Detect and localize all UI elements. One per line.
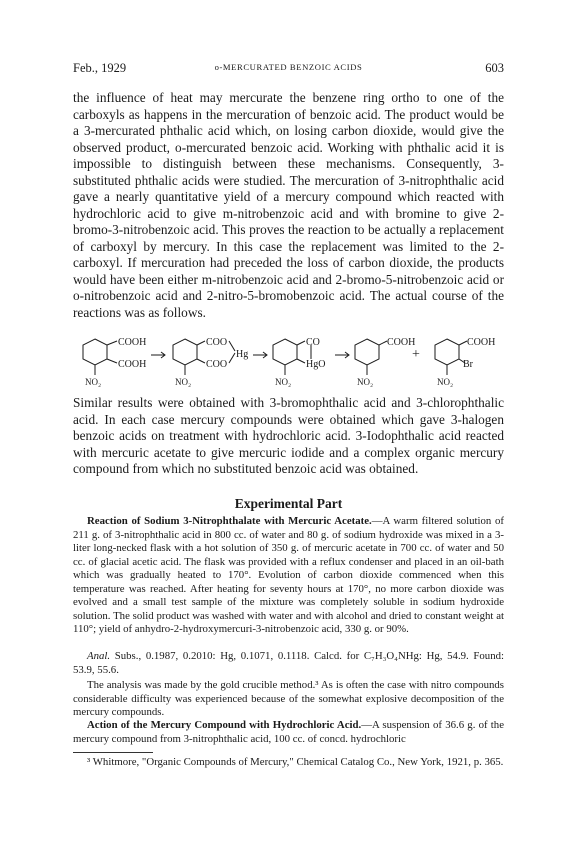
running-header	[73, 61, 504, 77]
experimental-heading: Experimental Part	[234, 496, 343, 511]
scheme-co: CO	[306, 337, 320, 348]
scheme-cooh-3: COOH	[387, 337, 416, 348]
issue-date: Feb., 1929	[73, 61, 127, 75]
intro-paragraph: the influence of heat may mercurate the benzene ring ortho to one of the carboxyls as happens in the mercuration of benzoic acid. The product would be a 3-mercurated phthalic acid which, on losing carbon dioxide, would give the observed product, o-mercurated benzoic acid. Working with phthalic acid it is impossible to distinguish between these mechanisms. Consequently, 3-substituted phthalic acids were studied. The mercuration of 3-nitrophthalic acid gave a nearly quantitative yield of a mercury compound which reacted with hydrochloric acid to give m-nitrobenzoic acid and with bromine to give 2-bromo-3-nitrobenzoic acid. This proves the reaction to be actually a replacement of carboxyl by mercury. In this case the replacement was limited to the 2-carboxyl. If mercuration had preceded the loss of carbon dioxide, the products would have been either m-nitrobenzoic acid and 2-bromo-5-nitrobenzoic acid or o-nitrobenzoic acid and 2-nitro-5-bromobenzoic acid. The actual course of the reactions was as follows.	[73, 90, 504, 320]
scheme-no2-4: NO₂	[357, 377, 374, 387]
scheme-coo-2: COO	[206, 359, 228, 370]
action-text: —A suspension of 36.6 g. of the mercury compound from 3-nitrophthalic acid, 100 cc. of concd. hydrochloric	[73, 719, 504, 745]
scheme-no2-2: NO₂	[175, 377, 192, 387]
analysis-paragraph	[73, 650, 504, 677]
action-title: Action of the Mercury Compound with Hydrochloric Acid.	[87, 719, 362, 731]
scheme-br: Br	[463, 359, 473, 370]
scheme-cooh-2: COOH	[118, 359, 147, 370]
page-number: 603	[485, 61, 504, 75]
scheme-no2-3: NO₂	[275, 377, 292, 387]
reaction-scheme	[73, 333, 504, 395]
scheme-plus: +	[412, 347, 420, 362]
anal-text: Subs., 0.1987, 0.2010: Hg, 0.1071, 0.1118. Calcd. for C₇H₃O₄NHg: Hg, 54.9. Found: 53.9, 55.6.	[73, 650, 504, 676]
footnote: ³ Whitmore, "Organic Compounds of Mercury," Chemical Catalog Co., New York, 1921, p. 365.	[87, 756, 504, 768]
scheme-no2-1: NO₂	[85, 377, 102, 387]
footnote-rule	[73, 752, 153, 753]
scheme-cooh-4: COOH	[467, 337, 496, 348]
reaction-text: —A warm filtered solution of 211 g. of 3-nitrophthalic acid in 800 cc. of water and 80 g. of sodium hydroxide was mixed in a 3-liter long-necked flask with a hot solution of 350 g. of mercuric acetate in 700 cc. of water and 50 cc. of glacial acetic acid. The flask was provided with a reflux condenser and placed in an oil-bath which was gradually heated to 170°. Evolution of carbon dioxide commenced when this temperature was reached. After heating for seventy hours at 170°, no more carbon dioxide was evolved and a small test sample of the mixture was completely soluble in sodium hydroxide solution. The solid product was washed with water and with alcohol and dried to constant weight at 110°; yield of anhydro-2-hydroxymercuri-3-nitrobenzoic acid, 330 g. or 90%.	[73, 515, 504, 635]
running-title: o-MERCURATED BENZOIC ACIDS	[214, 62, 363, 72]
results-paragraph: Similar results were obtained with 3-bromophthalic acid and 3-chlorophthalic acid. In each case mercury compounds were obtained which gave 3-halogen benzoic acids on treatment with hydrochloric acid. 3-Iodophthalic acid reacted with mercuric acetate to give mercuric iodide and a complex organic mercury compound from which no substituted benzoic acid was obtained.	[73, 395, 504, 476]
scheme-hgo: HgO	[306, 359, 326, 370]
anal-label: Anal.	[87, 650, 111, 662]
analysis-note: The analysis was made by the gold crucible method.³ As is often the case with nitro compounds considerable difficulty was experienced because of the somewhat explosive decomposition of the mercury compounds.	[73, 679, 504, 718]
scheme-no2-5: NO₂	[437, 377, 454, 387]
reaction-title: Reaction of Sodium 3-Nitrophthalate with Mercuric Acetate.	[87, 515, 372, 527]
action-paragraph	[73, 719, 504, 746]
reaction-paragraph	[73, 515, 504, 637]
scheme-cooh-1: COOH	[118, 337, 147, 348]
scheme-hg: Hg	[236, 349, 249, 360]
scheme-coo-1: COO	[206, 337, 228, 348]
